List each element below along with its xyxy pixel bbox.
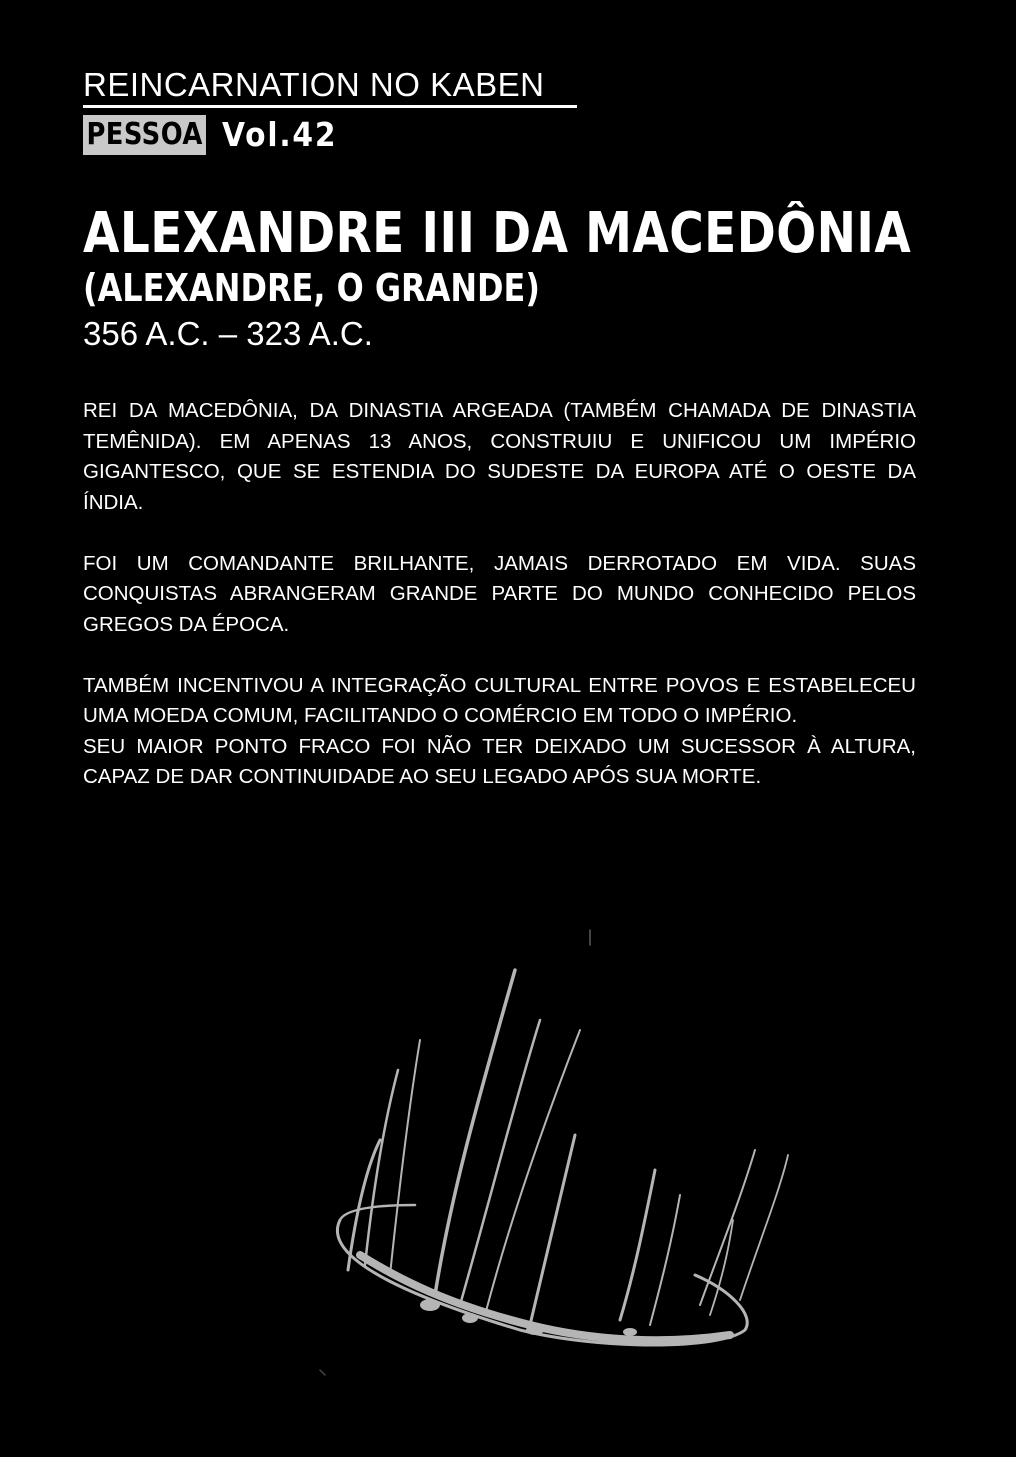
category-badge: PESSOA bbox=[83, 115, 206, 155]
entry-subtitle: (ALEXANDRE, O GRANDE) bbox=[83, 266, 540, 310]
body-text bbox=[83, 396, 916, 823]
series-title: REINCARNATION NO KABEN bbox=[83, 66, 577, 108]
paragraph-4: SEU MAIOR PONTO FRACO FOI NÃO TER DEIXADO UM SUCESSOR À ALTURA, CAPAZ DE DAR CONTINUIDADE AO SEU LEGADO APÓS SUA MORTE. bbox=[83, 734, 916, 788]
entry-title: ALEXANDRE III DA MACEDÔNIA bbox=[83, 201, 912, 266]
paragraph-2: FOI UM COMANDANTE BRILHANTE, JAMAIS DERROTADO EM VIDA. SUAS CONQUISTAS ABRANGERAM GRANDE PARTE DO MUNDO CONHECIDO PELOS GREGOS DA ÉPOCA. bbox=[83, 551, 916, 636]
volume-row bbox=[83, 115, 350, 155]
paragraph-1: REI DA MACEDÔNIA, DA DINASTIA ARGEADA (TAMBÉM CHAMADA DE DINASTIA TEMÊNIDA). EM APENAS 13 ANOS, CONSTRUIU E UNIFICOU UM IMPÉRIO GIGANTESCO, QUE SE ESTENDIA DO SUDESTE DA EUROPA ATÉ O OESTE DA ÍNDIA. bbox=[83, 399, 916, 514]
volume-number: Vol.42 bbox=[222, 115, 338, 154]
dripping-ring-icon bbox=[300, 920, 820, 1385]
paragraph-3: TAMBÉM INCENTIVOU A INTEGRAÇÃO CULTURAL ENTRE POVOS E ESTABELECEU UMA MOEDA COMUM, FACILITANDO O COMÉRCIO EM TODO O IMPÉRIO. bbox=[83, 673, 916, 727]
entry-dates: 356 A.C. – 323 A.C. bbox=[83, 315, 373, 352]
